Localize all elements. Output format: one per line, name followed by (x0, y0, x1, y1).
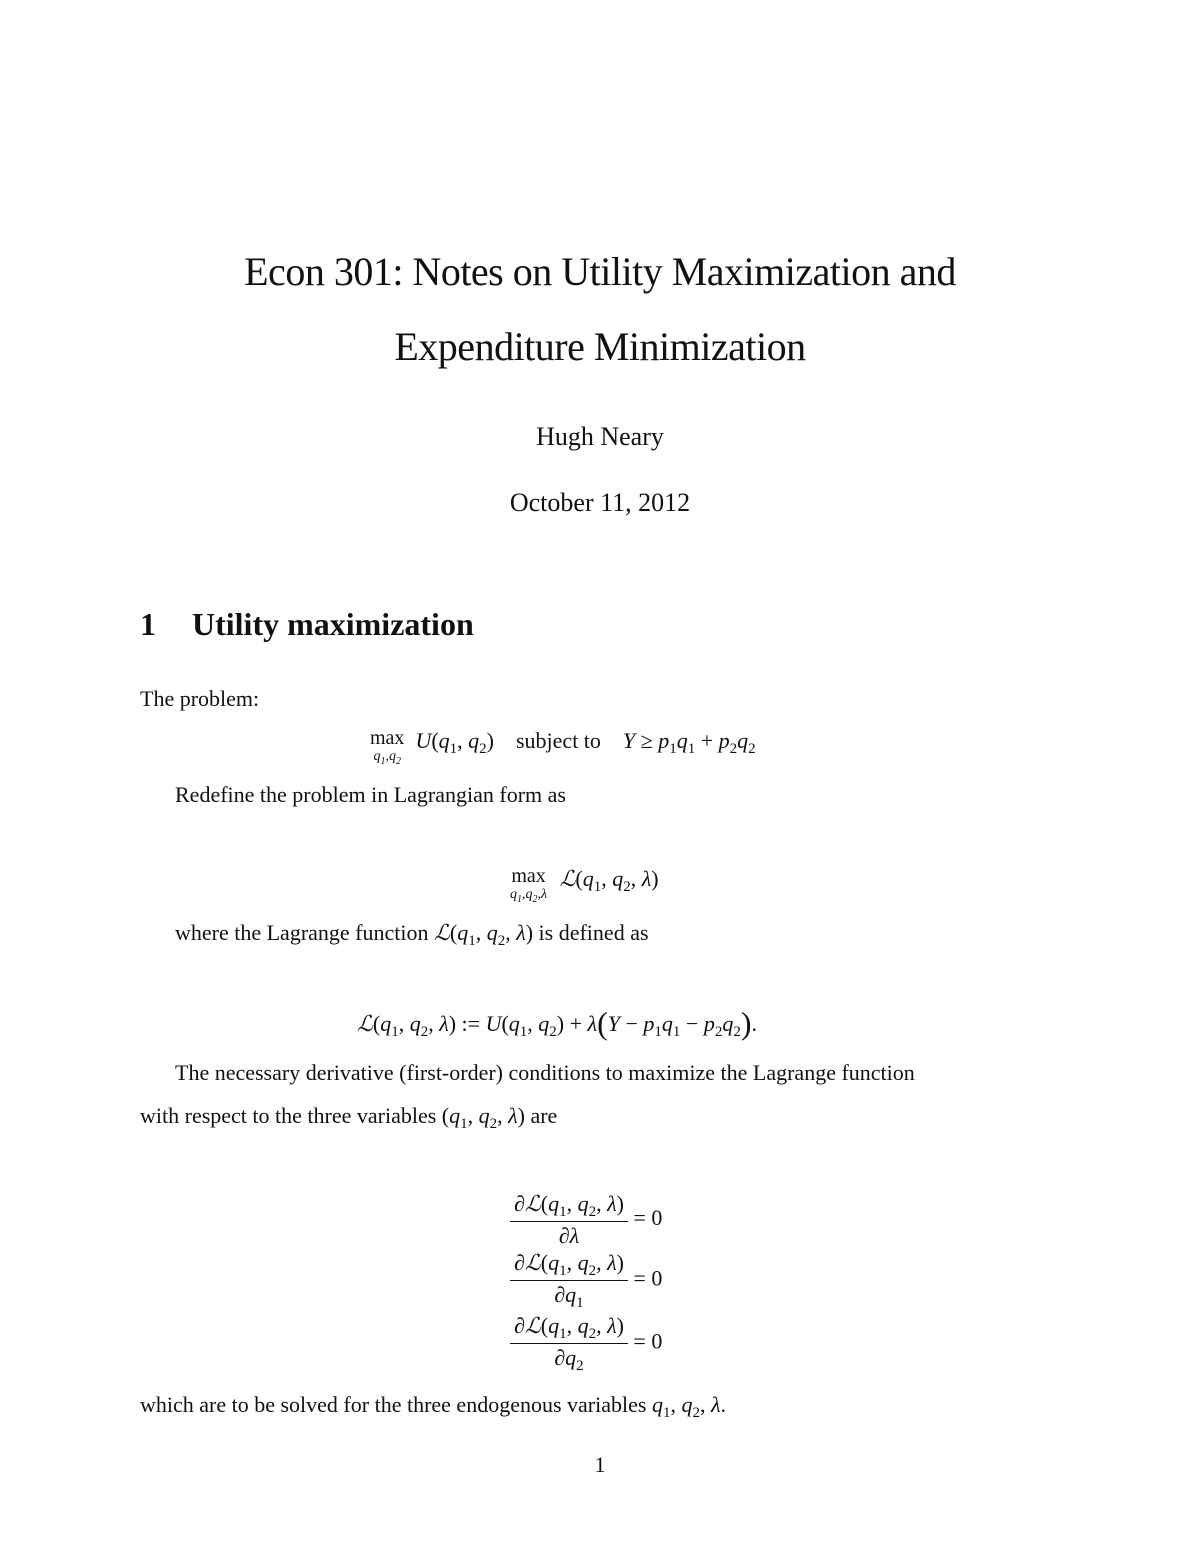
closing-text: which are to be solved for the three endogenous variables $q_1$, $q_2$, λ. (140, 1392, 726, 1421)
redefine-text: Redefine the problem in Lagrangian form as (175, 782, 566, 807)
subject-to-label: subject to (515, 728, 601, 753)
author: Hugh Neary (536, 422, 664, 451)
equation-lagrangian-max: max $q_1,q_2,\lambda$ $ℒ(q_1$, $q_2$, λ) (510, 865, 659, 905)
equation-lagrangian-definition: $ℒ(q_1$, $q_2$, λ) := $U(q_1$, $q_2) + \lambda(Y - p_1q_1 - p_2q_2)$. (357, 1005, 757, 1041)
where-text: where the Lagrange function $ℒ(q_1$, $q_2$, λ) is defined as (175, 920, 649, 949)
section-title: Utility maximization (192, 606, 474, 642)
page-number: 1 (594, 1452, 606, 1477)
max-operator: max $q_1,q_2,\lambda$ (510, 865, 548, 905)
equation-utility-problem: max $q_1,q_2$ $U(q_1$, $q_2$) subject to $Y \ge p_1q_1 + p_2q_2$ (370, 727, 756, 767)
foc-text-line-1: The necessary derivative (first-order) conditions to maximize the Lagrange function (175, 1060, 915, 1085)
foc-equation-q1: $\frac{\partial ℒ(q_1, q_2, \lambda)}{\partial q_1}$ = 0 (510, 1249, 662, 1312)
max-operator: max $q_1,q_2$ (370, 727, 405, 767)
foc-equation-lambda: $\frac{\partial ℒ(q_1, q_2, \lambda)}{\partial\lambda}$ = 0 (510, 1190, 662, 1250)
foc-equation-q2: $\frac{\partial ℒ(q_1, q_2, \lambda)}{\partial q_2}$ = 0 (510, 1312, 662, 1375)
document-title-line-2: Expenditure Minimization (394, 324, 806, 369)
foc-text-line-2: with respect to the three variables ($q_1$, $q_2$, λ) are (140, 1103, 558, 1132)
problem-intro: The problem: (140, 686, 260, 711)
section-number: 1 (140, 606, 156, 642)
section-heading (140, 606, 474, 643)
document-title-line-1: Econ 301: Notes on Utility Maximization and (244, 249, 956, 294)
date: October 11, 2012 (509, 488, 691, 517)
